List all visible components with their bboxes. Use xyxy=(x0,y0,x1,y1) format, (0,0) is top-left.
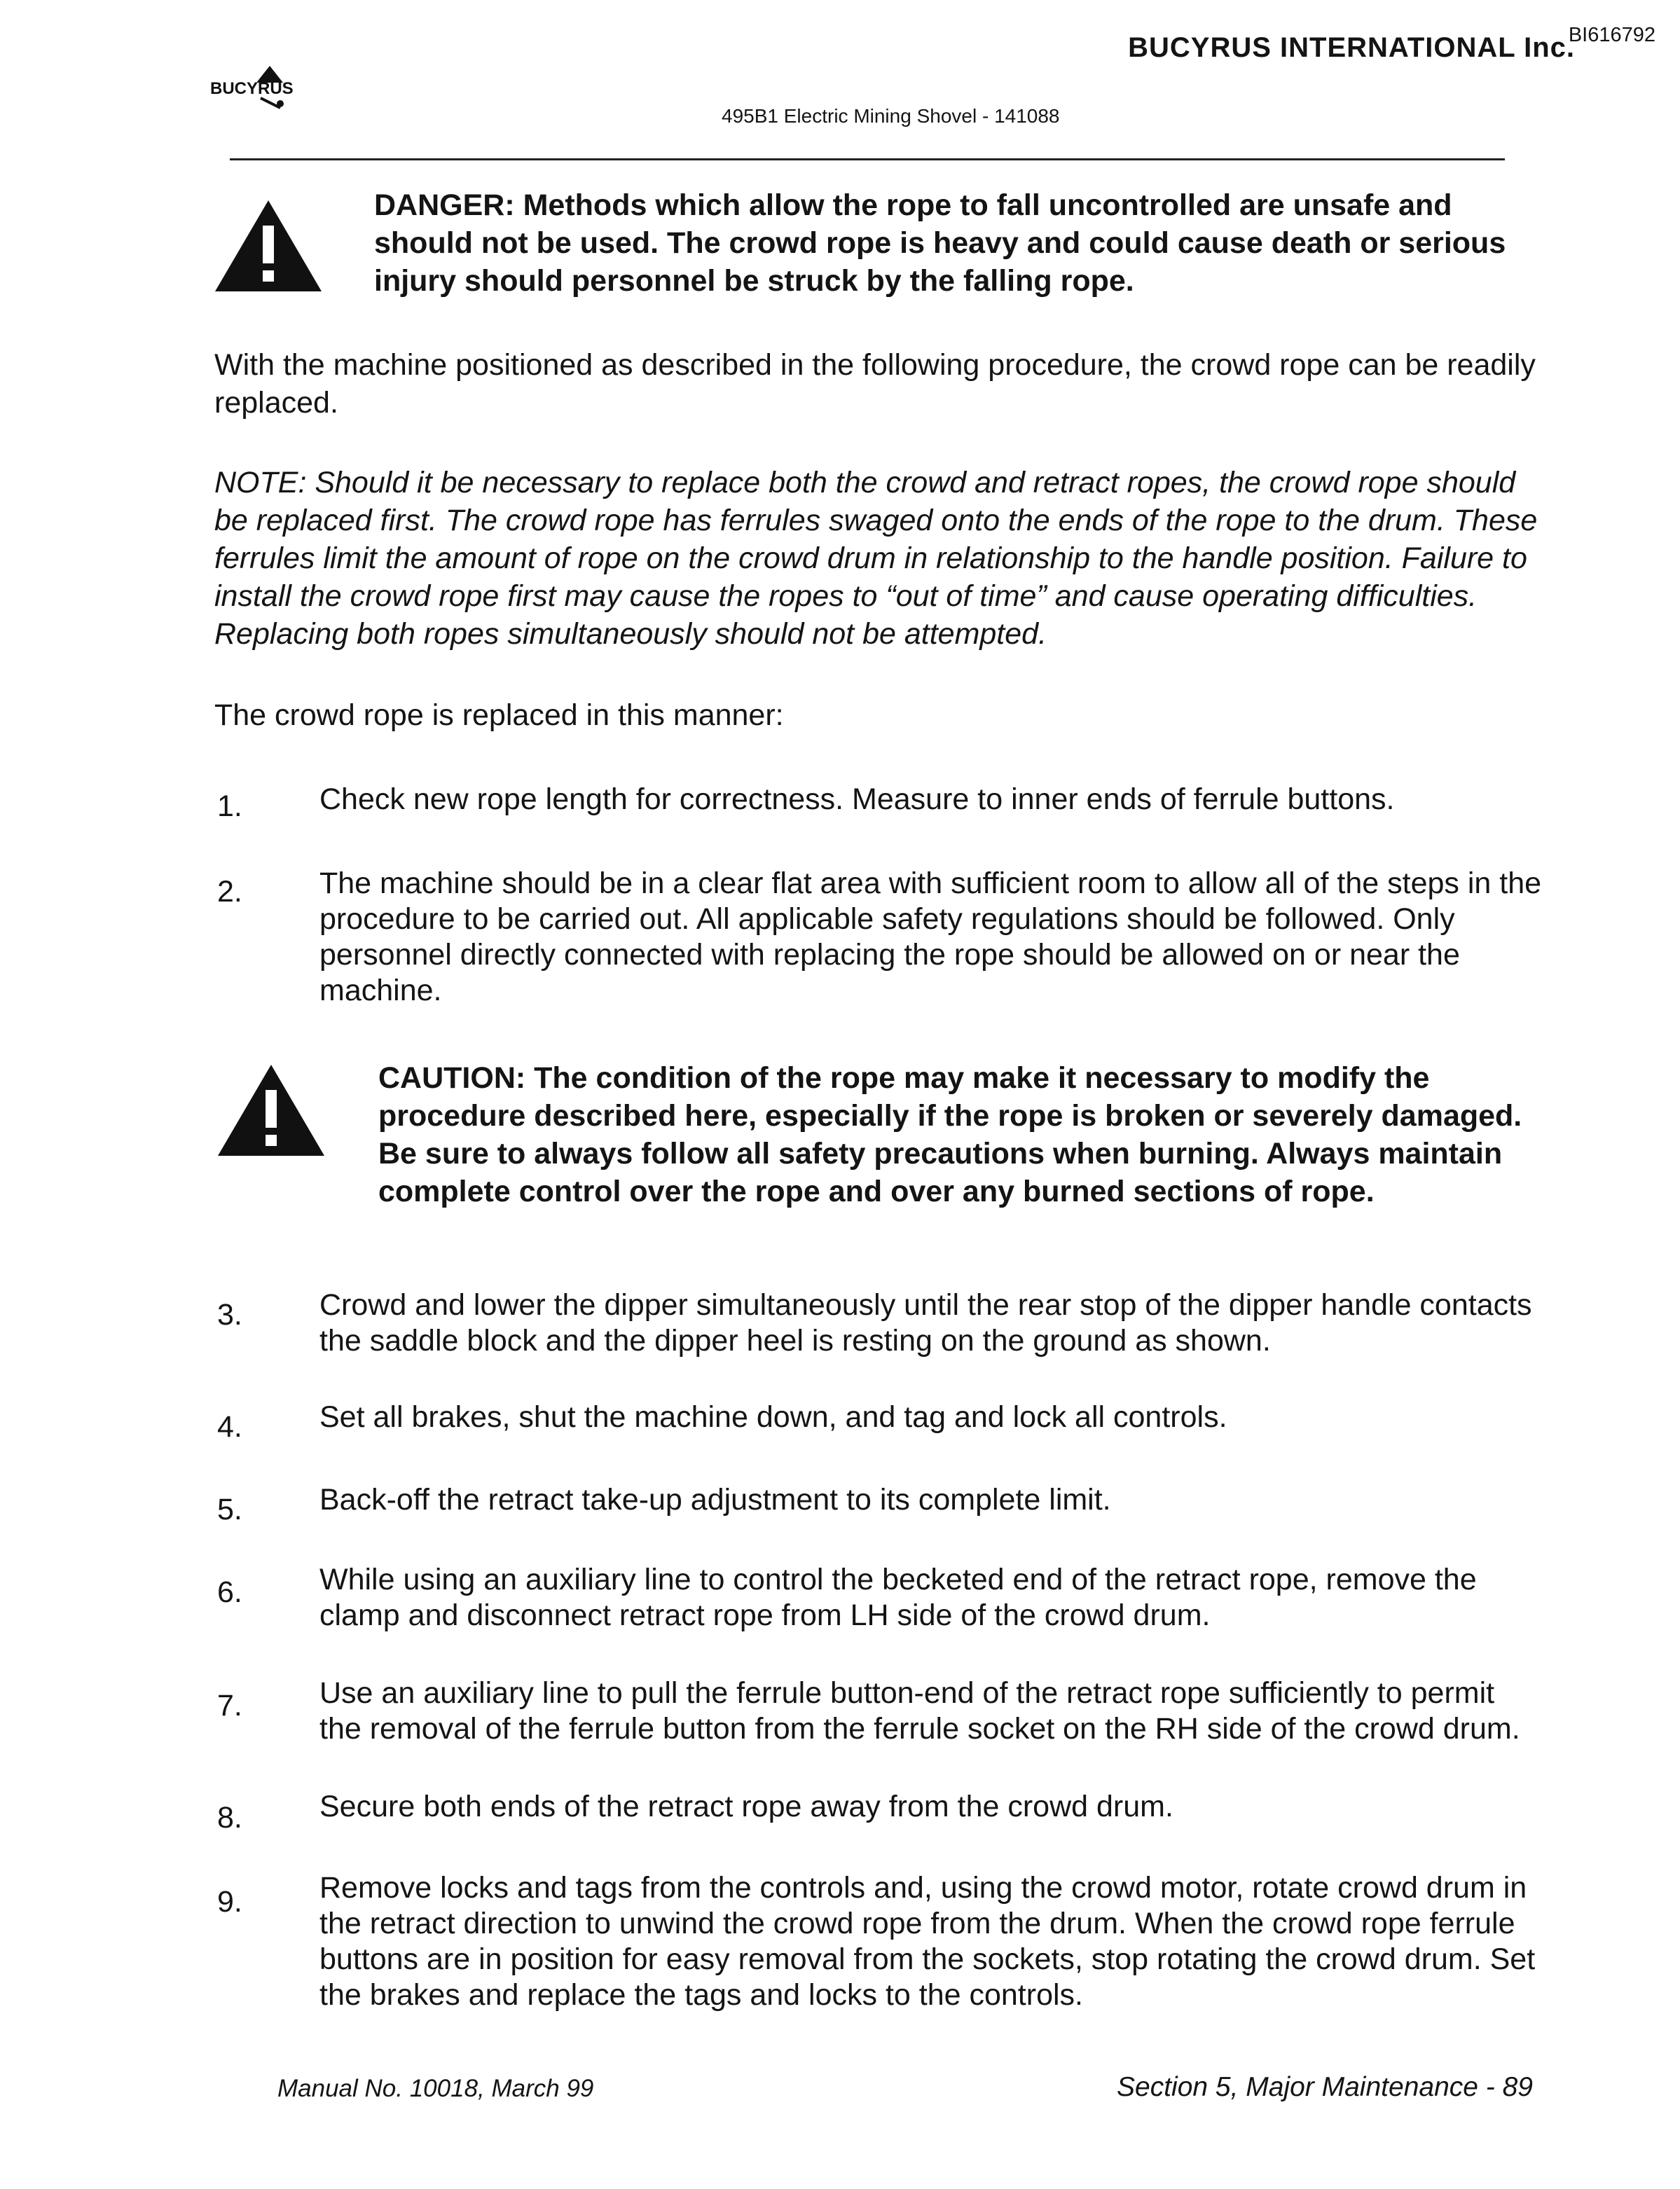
step-number: 9. xyxy=(217,1885,242,1919)
company-name xyxy=(1128,24,1655,64)
note-paragraph: NOTE: Should it be necessary to replace both the crowd and retract ropes, the crowd rope should be replaced first. The crowd rope has ferrules swaged onto the ends of the rope to the drum. These ferrules limit the amount of rope on the crowd drum in relationship to the handle position. Failure to install the crowd rope first may cause the ropes to “out of time” and cause operating difficulties. Replacing both ropes simultaneously should not be attempted. xyxy=(214,466,1538,651)
step-text: Secure both ends of the retract rope away from the crowd drum. xyxy=(319,1790,1173,1823)
company-name-text: BUCYRUS INTERNATIONAL Inc. xyxy=(1128,32,1575,63)
caution-warning-icon xyxy=(215,1062,327,1160)
step-text: While using an auxiliary line to control the becketed end of the retract rope, remove the clamp and disconnect retract rope from LH side of the crowd drum. xyxy=(319,1563,1477,1632)
step-number: 6. xyxy=(217,1575,242,1609)
step-number: 3. xyxy=(217,1298,242,1332)
step-text: Remove locks and tags from the controls and, using the crowd motor, rotate crowd drum in the retract direction to unwind the crowd rope from the drum. When the crowd rope ferrule buttons are in position for easy removal from the sockets, stop rotating the crowd drum. Set the brakes and replace the tags and locks to the controls. xyxy=(319,1871,1536,2012)
bucyrus-logo xyxy=(210,63,329,112)
intro-paragraph: With the machine positioned as described in the following procedure, the crowd rope can be readily replaced. xyxy=(214,348,1536,420)
step-text: Crowd and lower the dipper simultaneously until the rear stop of the dipper handle contacts the saddle block and the dipper heel is resting on the ground as shown. xyxy=(319,1288,1532,1358)
lead-in-paragraph: The crowd rope is replaced in this manner: xyxy=(214,698,784,732)
step-number: 2. xyxy=(217,875,242,909)
danger-warning-icon xyxy=(212,198,324,296)
step-number: 4. xyxy=(217,1410,242,1444)
document-subtitle: 495B1 Electric Mining Shovel - 141088 xyxy=(722,105,1060,127)
step-number: 8. xyxy=(217,1801,242,1835)
step-text: Set all brakes, shut the machine down, and tag and lock all controls. xyxy=(319,1400,1227,1434)
danger-text: DANGER: Methods which allow the rope to fall uncontrolled are unsafe and should not be used. The crowd rope is heavy and could cause death or serious injury should personnel be struck by the falling rope. xyxy=(374,188,1506,298)
step-number: 5. xyxy=(217,1493,242,1526)
document-id: BI616792 xyxy=(1568,24,1655,46)
footer-manual-number: Manual No. 10018, March 99 xyxy=(277,2075,594,2102)
step-text: Use an auxiliary line to pull the ferrule button-end of the retract rope sufficiently to permit the removal of the ferrule button from the ferrule socket on the RH side of the crowd drum. xyxy=(319,1676,1520,1746)
logo-text: BUCYRUS xyxy=(210,79,294,98)
step-text: Check new rope length for correctness. Measure to inner ends of ferrule buttons. xyxy=(319,782,1395,816)
footer-section-page: Section 5, Major Maintenance - 89 xyxy=(1117,2072,1533,2102)
step-text: The machine should be in a clear flat area with sufficient room to allow all of the steps in the procedure to be carried out. All applicable safety regulations should be followed. Only personnel directly connected with replacing the rope should be allowed on or near the machine. xyxy=(319,866,1542,1007)
step-number: 1. xyxy=(217,789,242,823)
caution-text: CAUTION: The condition of the rope may make it necessary to modify the procedure described here, especially if the rope is broken or severely damaged. Be sure to always follow all safety precautions when burning. Always maintain complete control over the rope and over any burned sections of rope. xyxy=(378,1061,1522,1208)
step-number: 7. xyxy=(217,1689,242,1722)
step-text: Back-off the retract take-up adjustment to its complete limit. xyxy=(319,1483,1111,1517)
header-divider xyxy=(230,158,1505,160)
